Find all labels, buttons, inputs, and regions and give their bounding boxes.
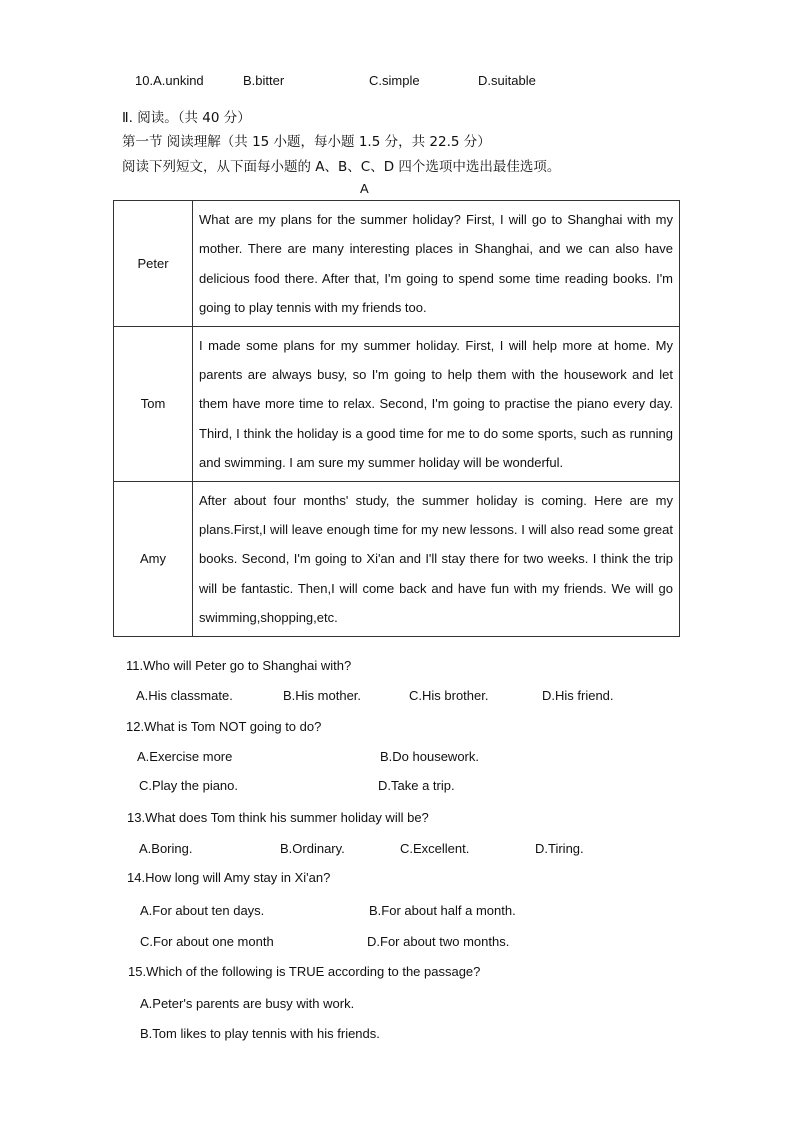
section-heading: Ⅱ. 阅读。（共 40 分）: [122, 110, 251, 126]
q12-option-c: C.Play the piano.: [139, 778, 239, 793]
question-stem: 11.Who will Peter go to Shanghai with?: [126, 658, 352, 673]
q13-option-a: A.Boring.: [139, 841, 193, 856]
q14-option-b: B.For about half a month.: [369, 903, 516, 918]
q11-option-d: D.His friend.: [542, 688, 614, 703]
q10-option-c: C.simple: [369, 73, 420, 88]
instruction: 阅读下列短文，从下面每小题的 A、B、C、D 四个选项中选出最佳选项。: [122, 159, 561, 175]
table-row: [114, 201, 680, 327]
table-row: [114, 326, 680, 481]
q13-option-d: D.Tiring.: [535, 841, 584, 856]
row-name: Peter: [114, 201, 193, 327]
row-name: Tom: [114, 326, 193, 481]
question-stem: 15.Which of the following is TRUE according to the passage?: [128, 964, 481, 979]
q11-option-b: B.His mother.: [283, 688, 362, 703]
question-stem: 13.What does Tom think his summer holiday will be?: [127, 810, 429, 825]
part-heading: 第一节 阅读理解（共 15 小题，每小题 1.5 分，共 22.5 分）: [122, 134, 491, 150]
q14-option-a: A.For about ten days.: [140, 903, 265, 918]
q12-option-b: B.Do housework.: [380, 749, 479, 764]
q11-option-c: C.His brother.: [409, 688, 489, 703]
question-stem: 14.How long will Amy stay in Xi'an?: [127, 870, 331, 885]
q10-option-a: 10.A.unkind: [135, 73, 204, 88]
q13-option-c: C.Excellent.: [400, 841, 470, 856]
q15-option-a: A.Peter's parents are busy with work.: [140, 996, 355, 1011]
passage-label: A: [360, 181, 369, 196]
q14-option-c: C.For about one month: [140, 934, 274, 949]
q14-option-d: D.For about two months.: [367, 934, 510, 949]
q12-option-d: D.Take a trip.: [378, 778, 455, 793]
q13-option-b: B.Ordinary.: [280, 841, 345, 856]
q10-option-d: D.suitable: [478, 73, 536, 88]
q12-option-a: A.Exercise more: [137, 749, 233, 764]
table-row: [114, 481, 680, 636]
row-passage: I made some plans for my summer holiday. First, I will help more at home. My parents are always busy, so I'm going to help them with the housework and let them have more time to relax. Second, I'm going to practise the piano every day. Third, I think the holiday is a good time for me to do some sports, such as running and swimming. I am sure my summer holiday will be wonderful.: [193, 326, 680, 481]
q10-option-b: B.bitter: [243, 73, 285, 88]
reading-table: [113, 200, 680, 637]
q11-option-a: A.His classmate.: [136, 688, 233, 703]
q15-option-b: B.Tom likes to play tennis with his friends.: [140, 1026, 380, 1041]
question-stem: 12.What is Tom NOT going to do?: [126, 719, 322, 734]
row-passage: After about four months' study, the summer holiday is coming. Here are my plans.First,I will leave enough time for my new lessons. I will also read some great books. Second, I'm going to Xi'an and I'll stay there for two weeks. I think the trip will be fantastic. Then,I will come back and have fun with my friends. We will go swimming,shopping,etc.: [193, 481, 680, 636]
row-name: Amy: [114, 481, 193, 636]
row-passage: What are my plans for the summer holiday? First, I will go to Shanghai with my mother. There are many interesting places in Shanghai, and we can also have delicious food there. After that, I'm going to spend some time reading books. I'm going to play tennis with my friends too.: [193, 201, 680, 327]
